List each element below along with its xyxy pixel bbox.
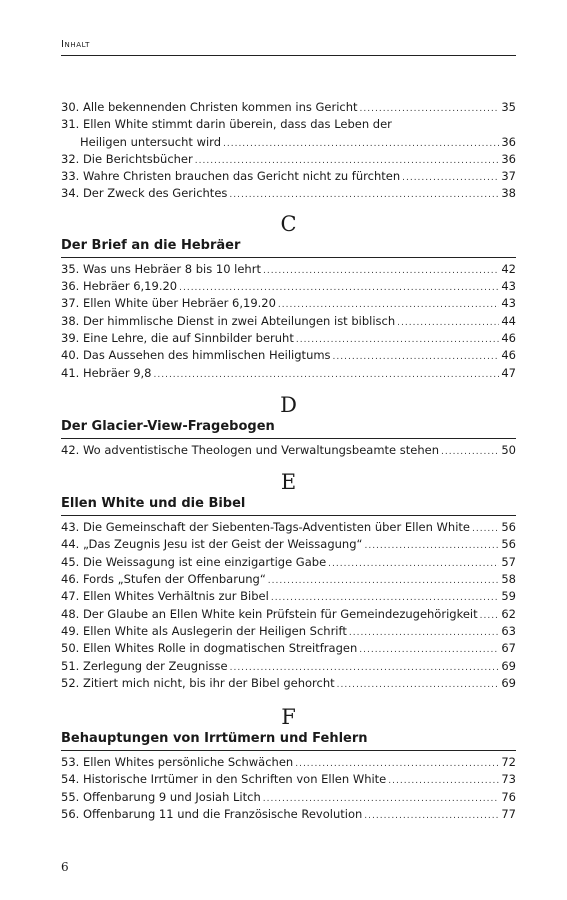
- entry-title: Ellen White über Hebräer 6,19.20: [82, 296, 276, 311]
- entry-page: 58: [501, 572, 516, 587]
- entry-page: 50: [501, 442, 516, 457]
- toc-entry[interactable]: [61, 261, 516, 278]
- entry-number: 36.: [61, 279, 80, 294]
- entry-page: 46: [501, 348, 516, 363]
- entry-page: 43: [501, 279, 516, 294]
- entry-number: 49.: [61, 623, 80, 638]
- entry-title: Der Glaube an Ellen White kein Prüfstein für Gemeindezugehörigkeit: [82, 606, 478, 621]
- entry-number: 56.: [61, 807, 80, 822]
- entry-number: 50.: [61, 641, 80, 656]
- toc-entry[interactable]: [61, 278, 516, 295]
- toc-entry[interactable]: [61, 606, 516, 623]
- entry-page: 35: [501, 100, 516, 114]
- toc-entry[interactable]: [61, 99, 516, 116]
- entry-title: Eine Lehre, die auf Sinnbilder beruht: [82, 330, 294, 345]
- toc-entry[interactable]: [61, 789, 516, 806]
- dot-leader: [402, 170, 499, 187]
- toc-entry[interactable]: [61, 313, 516, 330]
- section-title: Behauptungen von Irrtümern und Fehlern: [61, 730, 516, 751]
- entry-number: 45.: [61, 554, 80, 569]
- entry-title: Ellen Whites Rolle in dogmatischen Streitfragen: [82, 641, 358, 656]
- entry-title: Hebräer 9,8: [82, 365, 152, 380]
- entry-page: 43: [501, 296, 516, 311]
- entry-page: 37: [501, 169, 516, 184]
- toc-entry[interactable]: [61, 554, 516, 571]
- entry-title: Die Berichtsbücher: [82, 151, 193, 166]
- entry-title: Ellen Whites Verhältnis zur Bibel: [82, 589, 269, 604]
- entry-title: Das Aussehen des himmlischen Heiligtums: [82, 348, 331, 363]
- entry-title: Offenbarung 9 und Josiah Litch: [82, 789, 261, 804]
- running-head: Inhalt: [61, 39, 91, 50]
- dot-leader: [388, 773, 499, 790]
- toc-entry[interactable]: [61, 116, 516, 151]
- dot-leader: [154, 367, 500, 384]
- entry-page: 62: [501, 606, 516, 621]
- toc-section: [61, 704, 516, 823]
- entry-title: Historische Irrtümer in den Schriften von Ellen White: [82, 772, 387, 787]
- toc-section: [61, 211, 516, 382]
- dot-leader: [337, 677, 500, 694]
- toc-entry[interactable]: [61, 571, 516, 588]
- dot-leader: [229, 187, 499, 204]
- entry-title: Ellen Whites persönliche Schwächen: [82, 755, 294, 770]
- toc-entry[interactable]: [61, 536, 516, 553]
- section-title: Ellen White und die Bibel: [61, 495, 516, 516]
- toc-entry[interactable]: [61, 442, 516, 459]
- entry-page: 57: [501, 554, 516, 569]
- entry-page: 42: [501, 261, 516, 276]
- dot-leader: [349, 625, 500, 642]
- entry-title: „Das Zeugnis Jesu ist der Geist der Weissagung“: [82, 537, 363, 552]
- dot-leader: [268, 573, 500, 590]
- entry-number: 51.: [61, 658, 80, 673]
- entry-number: 46.: [61, 572, 80, 587]
- entry-title: Was uns Hebräer 8 bis 10 lehrt: [82, 261, 261, 276]
- toc-section: [61, 469, 516, 692]
- entry-title: Fords „Stufen der Offenbarung“: [82, 572, 266, 587]
- section-title: Der Glacier-View-Fragebogen: [61, 418, 516, 439]
- entry-page: 77: [501, 807, 516, 822]
- entry-number: 30.: [61, 100, 80, 114]
- entry-page: 69: [501, 658, 516, 673]
- entry-title: Zitiert mich nicht, bis ihr der Bibel gehorcht: [82, 675, 335, 690]
- entry-number: 47.: [61, 589, 80, 604]
- entry-number: 48.: [61, 606, 80, 621]
- intro-entries: [61, 99, 516, 203]
- entry-page: 44: [501, 313, 516, 328]
- entry-number: 31.: [61, 117, 80, 132]
- entry-number: 38.: [61, 313, 80, 328]
- dot-leader: [441, 444, 499, 461]
- entry-number: 35.: [61, 261, 80, 276]
- section-letter: F: [281, 705, 296, 730]
- entry-title: Zerlegung der Zeugnisse: [82, 658, 228, 673]
- toc-entry[interactable]: [61, 640, 516, 657]
- dot-leader: [364, 808, 499, 825]
- entry-page: 46: [501, 330, 516, 345]
- entry-number: 53.: [61, 755, 80, 770]
- entry-title: Offenbarung 11 und die Französische Revolution: [82, 807, 363, 822]
- entry-number: 55.: [61, 789, 80, 804]
- entry-title: Alle bekennenden Christen kommen ins Gericht: [82, 100, 358, 114]
- entry-page: 63: [501, 623, 516, 638]
- toc-entry[interactable]: [61, 675, 516, 692]
- entry-title: Die Weissagung ist eine einzigartige Gabe: [82, 554, 327, 569]
- entry-page: 76: [501, 789, 516, 804]
- dot-leader: [328, 556, 499, 573]
- toc-entry[interactable]: [61, 771, 516, 788]
- entry-number: 54.: [61, 772, 80, 787]
- entry-number: 40.: [61, 348, 80, 363]
- entry-number: 44.: [61, 537, 80, 552]
- dot-leader: [480, 608, 500, 625]
- toc-sections: [61, 211, 516, 824]
- table-of-contents: [61, 99, 516, 823]
- toc-entry[interactable]: [61, 519, 516, 536]
- toc-entry[interactable]: [61, 347, 516, 364]
- entry-number: 42.: [61, 442, 80, 457]
- dot-leader: [223, 136, 499, 153]
- toc-entry[interactable]: [61, 754, 516, 771]
- entry-number: 43.: [61, 520, 80, 535]
- dot-leader: [364, 538, 499, 555]
- entry-title-line-1: Ellen White stimmt darin überein, dass das Leben der: [82, 117, 392, 132]
- entry-page: 67: [501, 641, 516, 656]
- entry-title: Ellen White als Auslegerin der Heiligen Schrift: [82, 623, 347, 638]
- section-letter: C: [280, 211, 297, 236]
- entry-page: 36: [501, 151, 516, 166]
- entry-number: 39.: [61, 330, 80, 345]
- entry-page: 36: [501, 134, 516, 149]
- entry-page: 73: [501, 772, 516, 787]
- entry-title: Die Gemeinschaft der Siebenten-Tags-Adventisten über Ellen White: [82, 520, 470, 535]
- section-title: Der Brief an die Hebräer: [61, 237, 516, 258]
- toc-entry[interactable]: [61, 185, 516, 202]
- entry-page: 47: [501, 365, 516, 380]
- header-rule: [61, 55, 516, 56]
- entry-number: 52.: [61, 675, 80, 690]
- entry-page: 59: [501, 589, 516, 604]
- dot-leader: [359, 642, 499, 659]
- entry-title-line-2: Heiligen untersucht wird: [80, 134, 221, 149]
- entry-number: 34.: [61, 186, 80, 201]
- toc-entry[interactable]: [61, 295, 516, 312]
- entry-page: 56: [501, 537, 516, 552]
- toc-entry[interactable]: [61, 623, 516, 640]
- entry-number: 33.: [61, 169, 80, 184]
- section-letter: D: [280, 392, 297, 417]
- dot-leader: [397, 315, 499, 332]
- entry-number: 37.: [61, 296, 80, 311]
- toc-entry[interactable]: [61, 658, 516, 675]
- dot-leader: [333, 349, 500, 366]
- toc-entry[interactable]: [61, 151, 516, 168]
- section-letter: E: [280, 470, 297, 495]
- entry-title: Wahre Christen brauchen das Gericht nicht zu fürchten: [82, 169, 401, 184]
- entry-number: 32.: [61, 151, 80, 166]
- entry-title: Wo adventistische Theologen und Verwaltungsbeamte stehen: [82, 442, 439, 457]
- toc-section: [61, 392, 516, 459]
- entry-page: 72: [501, 755, 516, 770]
- toc-entry[interactable]: [61, 330, 516, 347]
- page-number: 6: [61, 860, 69, 874]
- entry-title: Der himmlische Dienst in zwei Abteilungen ist biblisch: [82, 313, 396, 328]
- entry-page: 38: [501, 186, 516, 201]
- dot-leader: [472, 521, 499, 538]
- toc-entry[interactable]: [61, 588, 516, 605]
- entry-title: Der Zweck des Gerichtes: [82, 186, 228, 201]
- toc-entry[interactable]: [61, 365, 516, 382]
- dot-leader: [263, 263, 499, 280]
- entry-title: Hebräer 6,19.20: [82, 279, 178, 294]
- entry-page: 56: [501, 520, 516, 535]
- toc-entry[interactable]: [61, 806, 516, 823]
- entry-number: 41.: [61, 365, 80, 380]
- toc-entry[interactable]: [61, 168, 516, 185]
- entry-page: 69: [501, 675, 516, 690]
